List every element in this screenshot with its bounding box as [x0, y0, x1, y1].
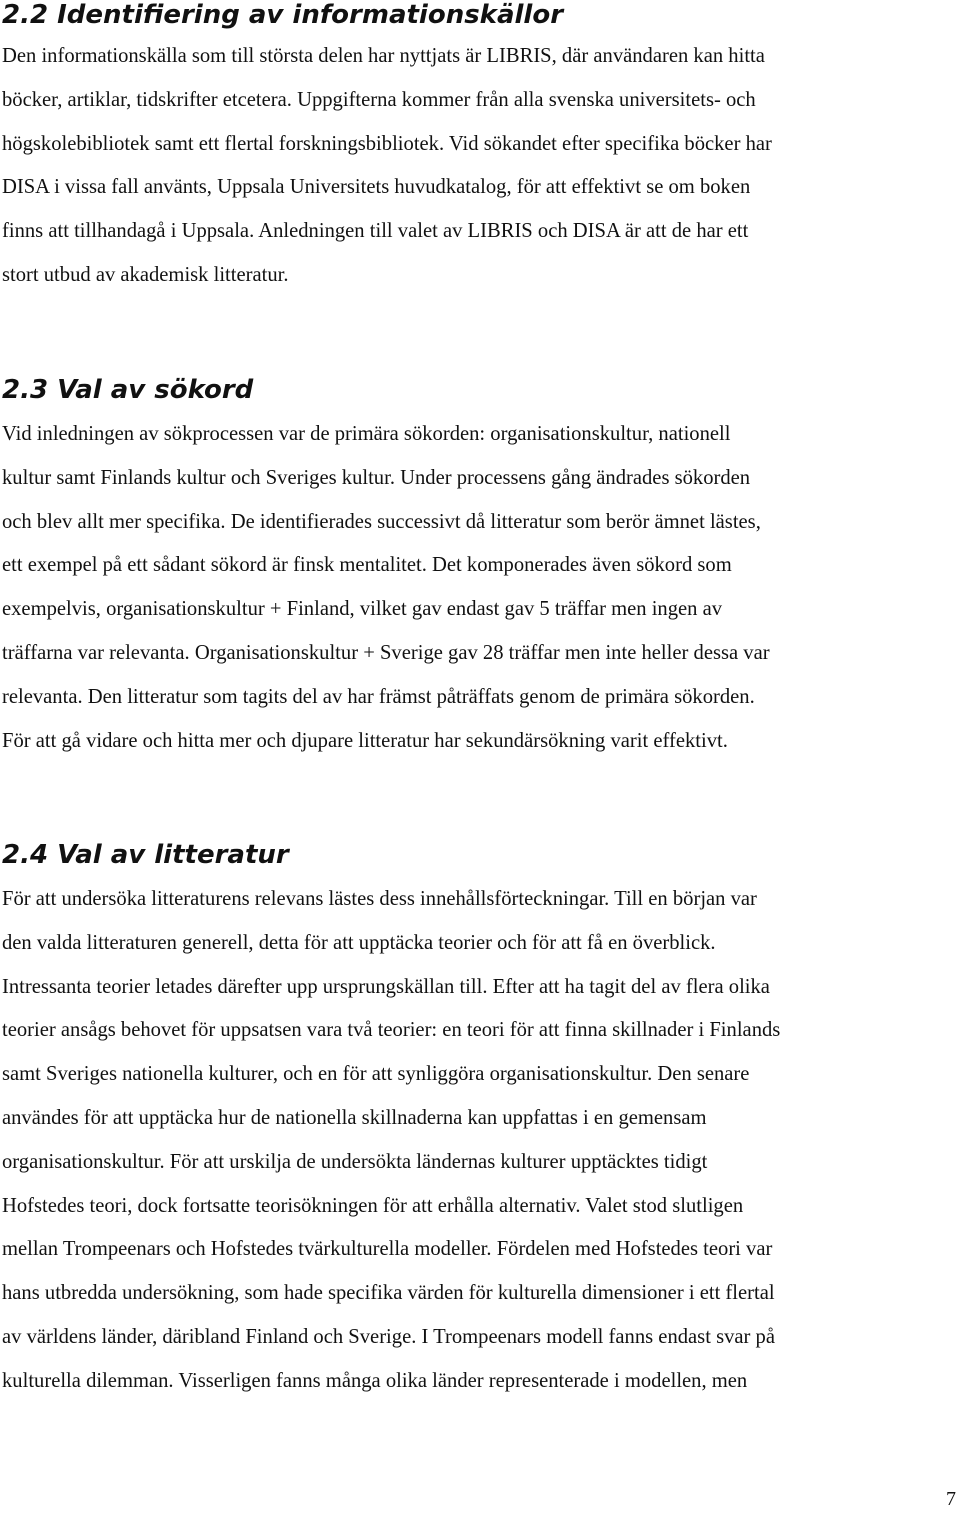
text-line: högskolebibliotek samt ett flertal forskningsbibliotek. Vid sökandet efter specifika böcker har — [2, 132, 772, 155]
text-line: den valda litteraturen generell, detta för att upptäcka teorier och för att få en överblick. — [2, 931, 716, 954]
text-line: kulturella dilemman. Visserligen fanns många olika länder representerade i modellen, men — [2, 1369, 748, 1392]
text-line: Vid inledningen av sökprocessen var de primära sökorden: organisationskultur, nationell — [2, 423, 731, 445]
page-number: 7 — [946, 1488, 956, 1510]
text-line: stort utbud av akademisk litteratur. — [2, 263, 289, 286]
text-line: av världens länder, däribland Finland och Sverige. I Trompeenars modell fanns endast svar på — [2, 1325, 775, 1348]
text-line: böcker, artiklar, tidskrifter etcetera. Uppgifterna kommer från alla svenska universitets- och — [2, 88, 756, 111]
text-line: kultur samt Finlands kultur och Sveriges kultur. Under processens gång ändrades sökorden — [2, 466, 751, 489]
text-line: exempelvis, organisationskultur + Finland, vilket gav endast gav 5 träffar men ingen av — [2, 598, 723, 621]
text-line: ett exempel på ett sådant sökord är finsk mentalitet. Det komponerades även sökord som — [2, 554, 732, 577]
text-line: Hofstedes teori, dock fortsatte teorisökningen för att erhålla alternativ. Valet stod slutligen — [2, 1194, 744, 1217]
text-line: hans utbredda undersökning, som hade specifika värden för kulturella dimensioner i ett flertal — [2, 1282, 775, 1305]
text-line: mellan Trompeenars och Hofstedes tvärkulturella modeller. Fördelen med Hofstedes teori var — [2, 1238, 773, 1261]
text-line: och blev allt mer specifika. De identifierades successivt då litteratur som berör ämnet lästes, — [2, 510, 761, 533]
section-heading-2-4: 2.4 Val av litteratur — [2, 840, 289, 870]
section-body-2-3 — [2, 413, 954, 763]
text-line: Intressanta teorier letades därefter upp ursprungskällan till. Efter att ha tagit del av flera olika — [2, 975, 770, 998]
section-body-2-2 — [2, 35, 954, 298]
text-line: användes för att upptäcka hur de nationella skillnaderna kan uppfattas i en gemensam — [2, 1106, 707, 1129]
text-line: finns att tillhandagå i Uppsala. Anledningen till valet av LIBRIS och DISA är att de har ett — [2, 220, 749, 243]
text-line: träffarna var relevanta. Organisationskultur + Sverige gav 28 träffar men inte heller dessa var — [2, 641, 770, 664]
text-line: DISA i vissa fall använts, Uppsala Universitets huvudkatalog, för att effektivt se om boken — [2, 176, 751, 199]
section-heading-2-2: 2.2 Identifiering av informationskällor — [2, 0, 564, 30]
text-line: organisationskultur. För att urskilja de undersökta ländernas kulturer upptäcktes tidigt — [2, 1150, 708, 1173]
text-line: För att undersöka litteraturens relevans lästes dess innehållsförteckningar. Till en början var — [2, 888, 757, 910]
text-line: relevanta. Den litteratur som tagits del av har främst påträffats genom de primära sökorden. — [2, 685, 755, 708]
text-line: samt Sveriges nationella kulturer, och en för att synliggöra organisationskultur. Den senare — [2, 1063, 750, 1086]
text-line: Den informationskälla som till största delen har nyttjats är LIBRIS, där användaren kan hitta — [2, 45, 765, 67]
text-line: teorier ansågs behovet för uppsatsen vara två teorier: en teori för att finna skillnader i Finlands — [2, 1019, 781, 1042]
section-body-2-4 — [2, 878, 954, 1404]
text-line: För att gå vidare och hitta mer och djupare litteratur har sekundärsökning varit effektivt. — [2, 729, 728, 752]
section-heading-2-3: 2.3 Val av sökord — [2, 375, 254, 405]
